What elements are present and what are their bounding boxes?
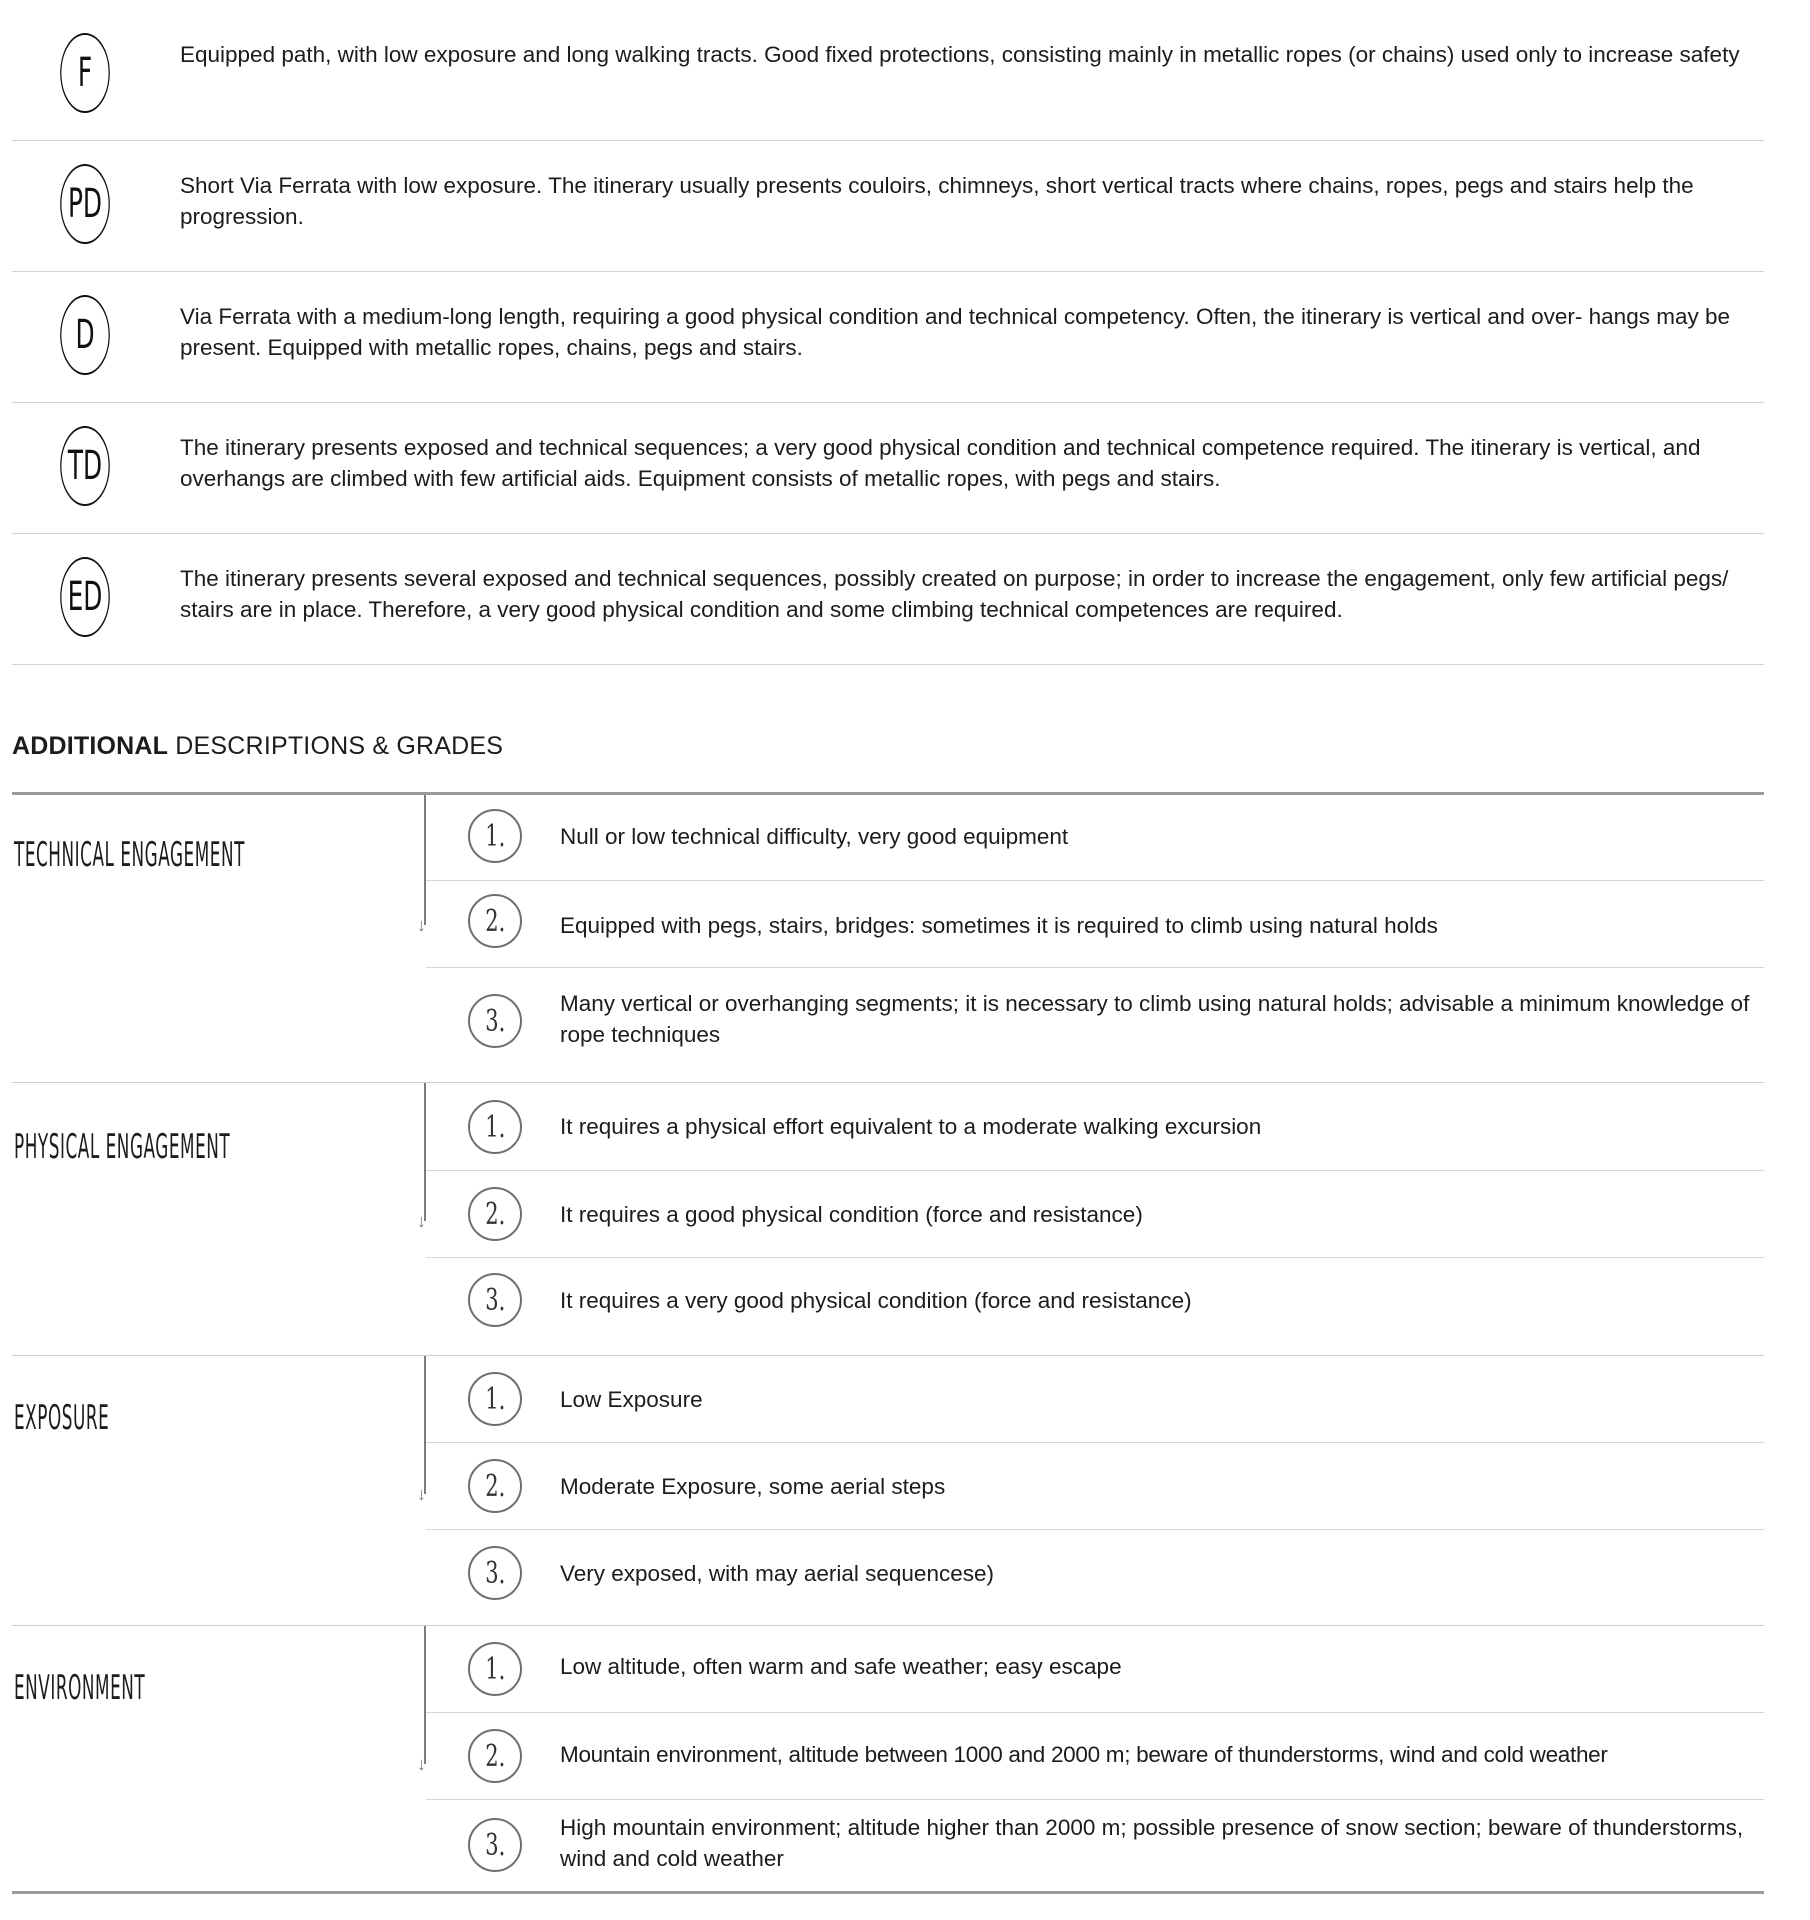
arrow-down-icon: ↓	[417, 1754, 426, 1774]
grade-badge-f: F	[60, 33, 110, 113]
level-row	[426, 1626, 1764, 1713]
level-row	[426, 1713, 1764, 1800]
category-title: TECHNICAL ENGAGEMENT	[14, 835, 245, 875]
level-row	[426, 1356, 1764, 1443]
category-physical-engagement	[12, 1083, 1764, 1356]
grade-description: The itinerary presents several exposed and technical sequences, possibly created on purpose; in order to increase the engagement, only few artificial pegs/ stairs are in place. Therefore, a very good physical condition and some climbing technical competences are required.	[180, 566, 1729, 622]
level-badge: 3.	[468, 994, 522, 1048]
level-badge: 3.	[468, 1546, 522, 1600]
grade-description: Short Via Ferrata with low exposure. The itinerary usually presents couloirs, chimneys, short vertical tracts where chains, ropes, pegs and stairs help the progression.	[180, 173, 1694, 229]
level-badge: 1.	[468, 1642, 522, 1696]
grade-description: Equipped path, with low exposure and long walking tracts. Good fixed protections, consisting mainly in metallic ropes (or chains) used only to increase safety	[180, 42, 1740, 67]
level-text: High mountain environment; altitude higher than 2000 m; possible presence of snow section; beware of thunderstorms, wind and cold weather	[560, 1815, 1744, 1871]
level-badge: 2.	[468, 894, 522, 948]
grade-description: Via Ferrata with a medium-long length, requiring a good physical condition and technical competency. Often, the itinerary is vertical and over- hangs may be present. Equipped with metallic ropes, chains, pegs and stairs.	[180, 304, 1730, 360]
level-text: Low Exposure	[560, 1387, 703, 1412]
level-row	[426, 1083, 1764, 1171]
level-text: Equipped with pegs, stairs, bridges: sometimes it is required to climb using natural holds	[560, 913, 1438, 938]
grade-badge-pd: PD	[60, 164, 110, 244]
grade-row-d	[12, 271, 1764, 403]
grade-badge-td: TD	[60, 426, 110, 506]
category-title: ENVIRONMENT	[14, 1668, 146, 1708]
section-heading-bold: ADDITIONAL	[12, 732, 169, 760]
category-environment	[12, 1626, 1764, 1891]
level-text: Null or low technical difficulty, very good equipment	[560, 824, 1069, 849]
grade-row-td	[12, 402, 1764, 534]
level-row	[426, 881, 1764, 968]
grade-row-ed	[12, 533, 1764, 665]
level-text: Mountain environment, altitude between 1000 and 2000 m; beware of thunderstorms, wind and cold weather	[560, 1742, 1608, 1767]
level-text: Low altitude, often warm and safe weather; easy escape	[560, 1654, 1122, 1679]
level-badge: 1.	[468, 809, 522, 863]
grade-description: The itinerary presents exposed and technical sequences; a very good physical condition and technical competence required. The itinerary is vertical, and overhangs are climbed with few artificial aids. Equipment consists of metallic ropes, with pegs and stairs.	[180, 435, 1701, 491]
category-exposure	[12, 1356, 1764, 1626]
level-row	[426, 1171, 1764, 1258]
section-heading-rest: DESCRIPTIONS & GRADES	[168, 732, 504, 760]
level-badge: 2.	[468, 1459, 522, 1513]
level-badge: 2.	[468, 1729, 522, 1783]
level-badge: 2.	[468, 1187, 522, 1241]
level-row	[426, 1800, 1764, 1890]
level-text: Very exposed, with may aerial sequencese)	[560, 1561, 994, 1586]
level-text: It requires a very good physical condition (force and resistance)	[560, 1288, 1192, 1313]
level-badge: 3.	[468, 1818, 522, 1872]
category-title: PHYSICAL ENGAGEMENT	[14, 1127, 231, 1167]
arrow-down-icon: ↓	[417, 1211, 426, 1231]
grade-row-f	[12, 9, 1764, 141]
level-row	[426, 795, 1764, 881]
category-technical-engagement	[12, 795, 1764, 1083]
grade-badge-ed: ED	[60, 557, 110, 637]
arrow-down-icon: ↓	[417, 1484, 426, 1504]
level-row	[426, 1530, 1764, 1625]
grade-badge-d: D	[60, 295, 110, 375]
category-title: EXPOSURE	[14, 1398, 110, 1438]
level-text: It requires a physical effort equivalent to a moderate walking excursion	[560, 1114, 1262, 1139]
level-text: Moderate Exposure, some aerial steps	[560, 1474, 946, 1499]
section-heading	[12, 732, 503, 761]
level-text: It requires a good physical condition (force and resistance)	[560, 1202, 1143, 1227]
level-text: Many vertical or overhanging segments; it is necessary to climb using natural holds; advisable a minimum knowledge of rope techniques	[560, 991, 1750, 1047]
bottom-divider	[12, 1891, 1764, 1894]
level-row	[426, 1258, 1764, 1355]
level-badge: 3.	[468, 1273, 522, 1327]
level-badge: 1.	[468, 1372, 522, 1426]
level-badge: 1.	[468, 1100, 522, 1154]
grade-row-pd	[12, 140, 1764, 272]
arrow-down-icon: ↓	[417, 915, 426, 935]
level-row	[426, 968, 1764, 1082]
level-row	[426, 1443, 1764, 1530]
